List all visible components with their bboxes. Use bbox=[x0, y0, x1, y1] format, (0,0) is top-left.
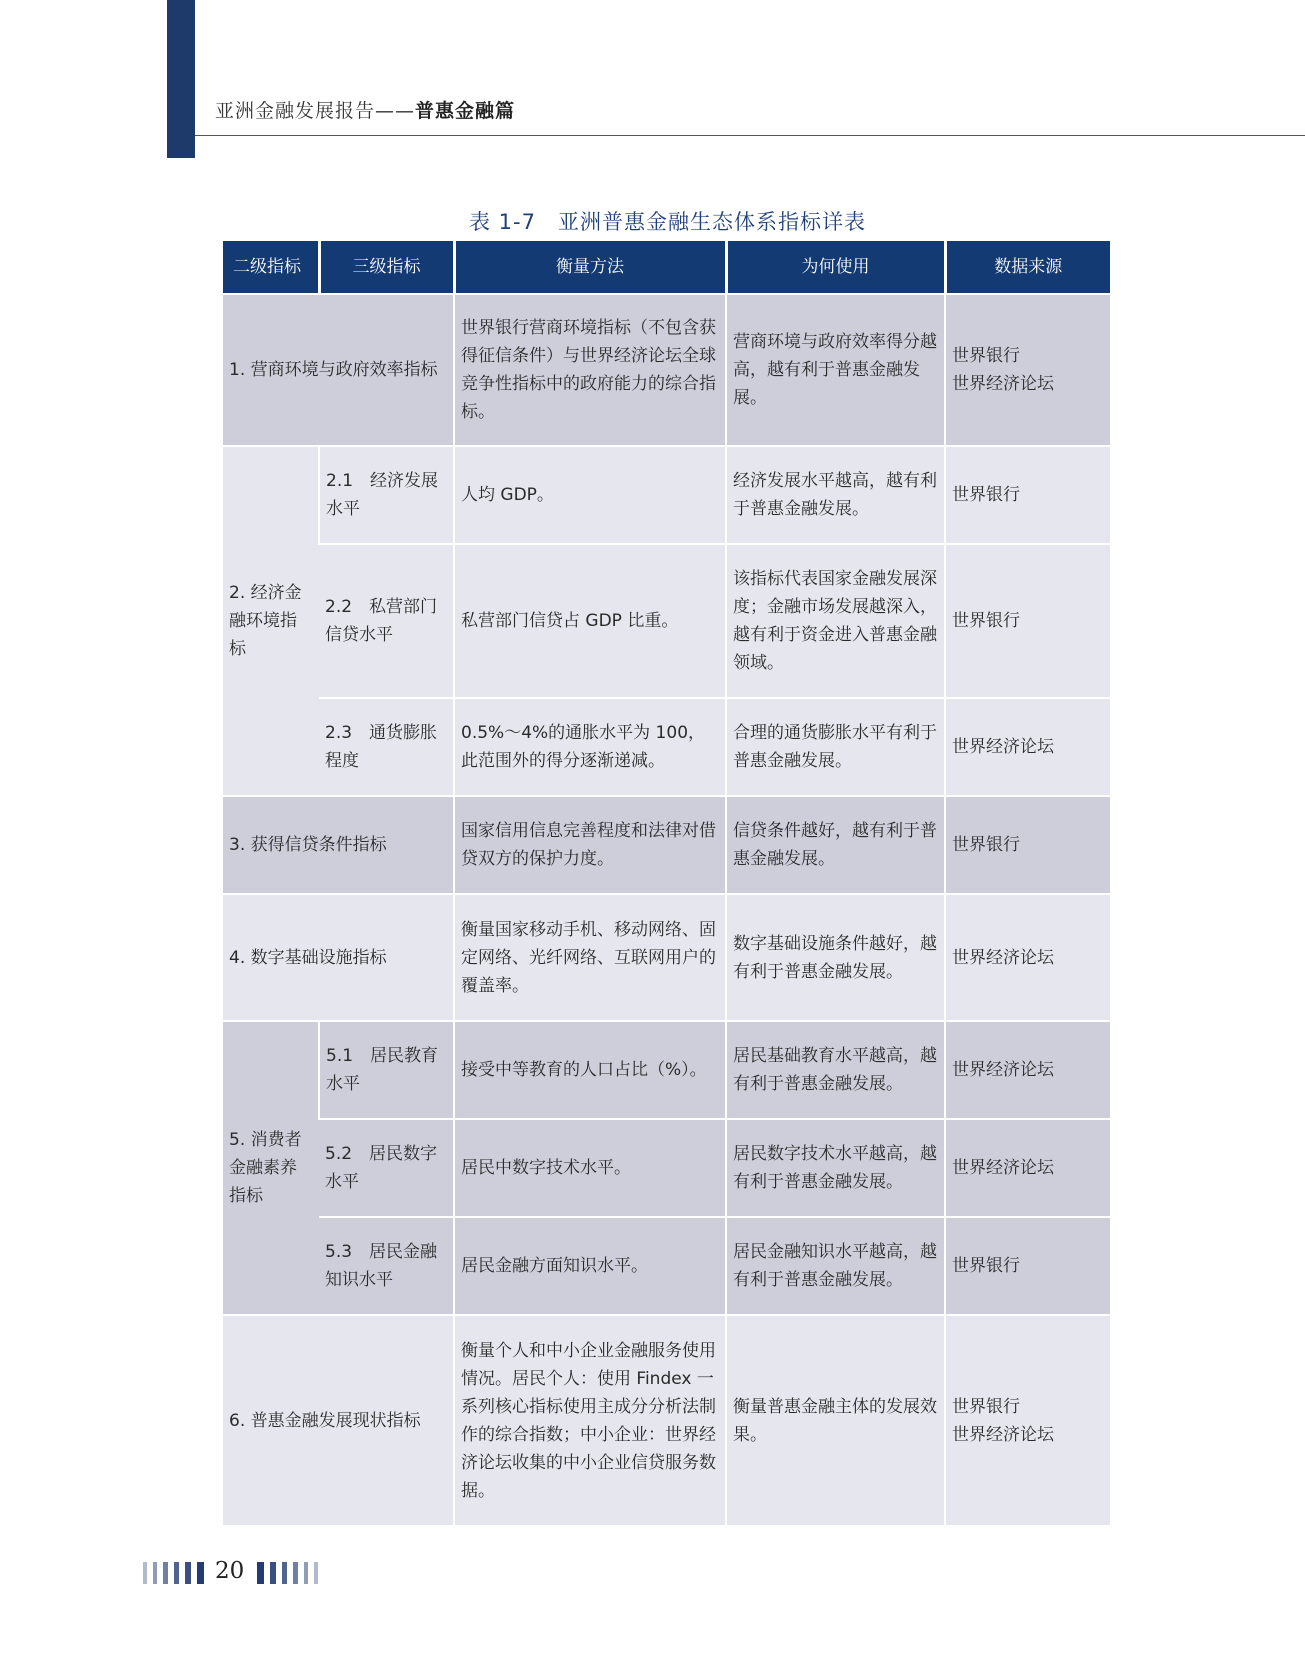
reason-cell: 营商环境与政府效率得分越高，越有利于普惠金融发展。 bbox=[726, 294, 945, 446]
level2-cell: 4. 数字基础设施指标 bbox=[223, 894, 454, 1021]
method-cell: 人均 GDP。 bbox=[454, 446, 726, 544]
method-cell: 国家信用信息完善程度和法律对借贷双方的保护力度。 bbox=[454, 796, 726, 894]
header-side-bar bbox=[167, 0, 195, 158]
source-cell: 世界银行 bbox=[945, 544, 1110, 698]
table-row bbox=[223, 796, 1110, 894]
method-cell: 衡量个人和中小企业金融服务使用情况。居民个人：使用 Findex 一系列核心指标使用主成分分析法制作的综合指数；中小企业：世界经济论坛收集的中小企业信贷服务数据。 bbox=[454, 1315, 726, 1525]
table-row bbox=[223, 446, 1110, 544]
method-cell: 居民中数字技术水平。 bbox=[454, 1119, 726, 1217]
indicator-table bbox=[223, 241, 1110, 1525]
table-row bbox=[223, 1021, 1110, 1119]
reason-cell: 合理的通货膨胀水平有利于普惠金融发展。 bbox=[726, 698, 945, 796]
footer-stripe bbox=[304, 1562, 308, 1584]
footer-stripe bbox=[270, 1562, 276, 1584]
method-cell: 接受中等教育的人口占比（%）。 bbox=[454, 1021, 726, 1119]
reason-cell: 该指标代表国家金融发展深度；金融市场发展越深入，越有利于资金进入普惠金融领域。 bbox=[726, 544, 945, 698]
table-row bbox=[223, 1119, 1110, 1217]
column-header: 为何使用 bbox=[726, 241, 945, 294]
table-row bbox=[223, 1217, 1110, 1315]
page-number: 20 bbox=[215, 1558, 245, 1584]
footer-stripe bbox=[174, 1562, 179, 1584]
footer-stripe bbox=[197, 1562, 204, 1584]
footer-stripe bbox=[282, 1562, 287, 1584]
column-header: 衡量方法 bbox=[454, 241, 726, 294]
method-cell: 私营部门信贷占 GDP 比重。 bbox=[454, 544, 726, 698]
level3-cell: 2.1 经济发展水平 bbox=[319, 446, 454, 544]
running-header bbox=[215, 96, 515, 123]
source-cell: 世界经济论坛 bbox=[945, 1021, 1110, 1119]
footer-stripe bbox=[314, 1562, 318, 1584]
level2-cell: 1. 营商环境与政府效率指标 bbox=[223, 294, 454, 446]
table-row bbox=[223, 1315, 1110, 1525]
method-cell: 世界银行营商环境指标（不包含获得征信条件）与世界经济论坛全球竞争性指标中的政府能力的综合指标。 bbox=[454, 294, 726, 446]
level2-cell: 6. 普惠金融发展现状指标 bbox=[223, 1315, 454, 1525]
table-row bbox=[223, 698, 1110, 796]
source-cell: 世界银行 bbox=[945, 446, 1110, 544]
method-cell: 居民金融方面知识水平。 bbox=[454, 1217, 726, 1315]
level2-cell: 5. 消费者金融素养指标 bbox=[223, 1021, 319, 1315]
table-row bbox=[223, 294, 1110, 446]
reason-cell: 居民数字技术水平越高，越有利于普惠金融发展。 bbox=[726, 1119, 945, 1217]
source-cell: 世界银行 bbox=[945, 1217, 1110, 1315]
footer-stripe bbox=[293, 1562, 298, 1584]
source-cell: 世界经济论坛 bbox=[945, 1119, 1110, 1217]
reason-cell: 居民基础教育水平越高，越有利于普惠金融发展。 bbox=[726, 1021, 945, 1119]
column-header: 三级指标 bbox=[319, 241, 454, 294]
column-header: 二级指标 bbox=[223, 241, 319, 294]
column-header: 数据来源 bbox=[945, 241, 1110, 294]
source-cell: 世界银行 bbox=[945, 796, 1110, 894]
source-cell: 世界经济论坛 bbox=[945, 894, 1110, 1021]
level3-cell: 5.3 居民金融知识水平 bbox=[319, 1217, 454, 1315]
method-cell: 衡量国家移动手机、移动网络、固定网络、光纤网络、互联网用户的覆盖率。 bbox=[454, 894, 726, 1021]
running-header-regular: 亚洲金融发展报告—— bbox=[215, 100, 416, 122]
footer-stripe bbox=[153, 1562, 157, 1584]
table-row bbox=[223, 544, 1110, 698]
level3-cell: 5.2 居民数字水平 bbox=[319, 1119, 454, 1217]
level3-cell: 5.1 居民教育水平 bbox=[319, 1021, 454, 1119]
footer-stripe bbox=[163, 1562, 168, 1584]
level3-cell: 2.2 私营部门信贷水平 bbox=[319, 544, 454, 698]
table-header-row bbox=[223, 241, 1110, 294]
reason-cell: 数字基础设施条件越好，越有利于普惠金融发展。 bbox=[726, 894, 945, 1021]
reason-cell: 居民金融知识水平越高，越有利于普惠金融发展。 bbox=[726, 1217, 945, 1315]
table-caption: 表 1-7 亚洲普惠金融生态体系指标详表 bbox=[469, 210, 866, 234]
level2-cell: 3. 获得信贷条件指标 bbox=[223, 796, 454, 894]
level2-cell: 2. 经济金融环境指标 bbox=[223, 446, 319, 796]
reason-cell: 经济发展水平越高，越有利于普惠金融发展。 bbox=[726, 446, 945, 544]
table-row bbox=[223, 894, 1110, 1021]
level3-cell: 2.3 通货膨胀程度 bbox=[319, 698, 454, 796]
source-cell: 世界银行 世界经济论坛 bbox=[945, 294, 1110, 446]
source-cell: 世界经济论坛 bbox=[945, 698, 1110, 796]
method-cell: 0.5%～4%的通胀水平为 100，此范围外的得分逐渐递减。 bbox=[454, 698, 726, 796]
reason-cell: 衡量普惠金融主体的发展效果。 bbox=[726, 1315, 945, 1525]
reason-cell: 信贷条件越好，越有利于普惠金融发展。 bbox=[726, 796, 945, 894]
running-header-bold: 普惠金融篇 bbox=[415, 100, 516, 122]
footer-stripe bbox=[185, 1562, 191, 1584]
footer-stripe bbox=[257, 1562, 264, 1584]
footer-stripe bbox=[143, 1562, 147, 1584]
header-rule bbox=[195, 135, 1305, 136]
source-cell: 世界银行 世界经济论坛 bbox=[945, 1315, 1110, 1525]
